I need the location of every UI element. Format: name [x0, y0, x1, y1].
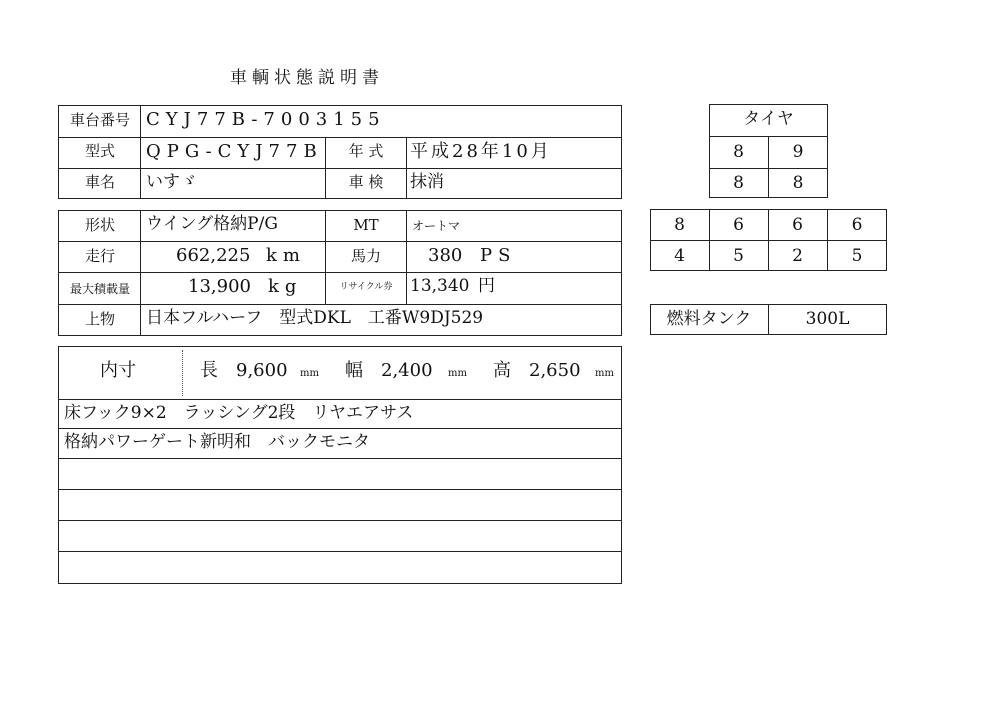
length-unit: mm: [300, 368, 319, 379]
chassis-number-label: 車台番号: [69, 111, 130, 129]
divider: [140, 105, 141, 199]
divider: [406, 137, 407, 199]
mileage-label: 走行: [84, 247, 115, 265]
divider: [58, 241, 622, 242]
tire-tread-value: 8: [733, 142, 744, 162]
divider: [182, 350, 183, 396]
divider: [58, 168, 622, 169]
mileage-value: 662,225: [176, 245, 251, 266]
divider: [58, 458, 622, 459]
divider: [58, 137, 622, 138]
inner-dimensions-label: 内寸: [100, 360, 136, 381]
height-label: 高: [493, 360, 511, 381]
width-label: 幅: [345, 360, 363, 381]
recycle-ticket-label: リサイクル券: [339, 282, 393, 292]
height-unit: mm: [595, 368, 614, 379]
fuel-tank-label: 燃料タンク: [666, 309, 752, 329]
recycle-ticket-value: 13,340: [410, 276, 470, 296]
tire-tread-value: 6: [792, 215, 803, 235]
recycle-ticket-unit: 円: [478, 276, 495, 296]
dimensions-frame: [58, 346, 622, 584]
divider: [58, 304, 622, 305]
power-label: 馬力: [350, 247, 381, 265]
divider: [58, 399, 622, 400]
width-unit: mm: [448, 368, 467, 379]
chassis-number-value: CYJ77B-7003155: [146, 109, 386, 130]
tire-tread-value: 9: [792, 142, 804, 162]
divider: [58, 551, 622, 552]
document-title: 車輌状態説明書: [230, 68, 384, 88]
maker-value: いすゞ: [146, 172, 197, 192]
year-value: 平成28年10月: [410, 141, 552, 162]
width-value: 2,400: [381, 360, 433, 381]
transmission-value: オートマ: [412, 219, 461, 233]
inspection-value: 抹消: [410, 172, 444, 192]
shape-value: ウイング格納P/G: [146, 214, 278, 234]
maker-label: 車名: [84, 173, 115, 191]
divider: [58, 272, 622, 273]
shape-label: 形状: [84, 216, 115, 234]
max-load-unit: kg: [268, 276, 303, 297]
height-value: 2,650: [529, 360, 581, 381]
tire-tread-value: 6: [733, 215, 744, 235]
length-label: 長: [200, 360, 218, 381]
body-label: 上物: [84, 310, 115, 328]
divider: [325, 210, 326, 304]
model-value: QPG-CYJ77B: [146, 141, 323, 162]
tire-tread-value: 8: [733, 173, 744, 193]
body-value: 日本フルハーフ 型式DKL 工番W9DJ529: [146, 308, 484, 328]
divider: [406, 210, 407, 304]
power-value: 380: [428, 245, 463, 266]
transmission-label: MT: [353, 216, 379, 234]
tire-tread-value: 4: [674, 246, 685, 266]
note-line: 床フック9×2 ラッシング2段 リヤエアサス: [64, 403, 414, 423]
length-value: 9,600: [236, 360, 288, 381]
tire-tread-value: 5: [851, 246, 863, 266]
max-load-label: 最大積載量: [69, 282, 130, 296]
model-label: 型式: [84, 142, 115, 160]
tire-tread-value: 5: [733, 246, 744, 266]
tire-tread-value: 2: [792, 246, 803, 266]
divider: [58, 428, 622, 429]
fuel-tank-value: 300L: [805, 309, 850, 329]
divider: [140, 210, 141, 336]
max-load-value: 13,900: [188, 276, 251, 297]
mileage-unit: km: [266, 245, 306, 266]
year-label: 年 式: [348, 142, 384, 160]
divider: [325, 137, 326, 199]
tire-header: タイヤ: [743, 109, 794, 129]
note-line: 格納パワーゲート新明和 バックモニタ: [64, 432, 370, 452]
tire-tread-value: 8: [792, 173, 804, 193]
tire-tread-value: 6: [851, 215, 863, 235]
divider: [58, 520, 622, 521]
divider: [58, 489, 622, 490]
tire-tread-value: 8: [674, 215, 685, 235]
inspection-label: 車 検: [348, 173, 384, 191]
power-unit: PS: [480, 245, 517, 266]
